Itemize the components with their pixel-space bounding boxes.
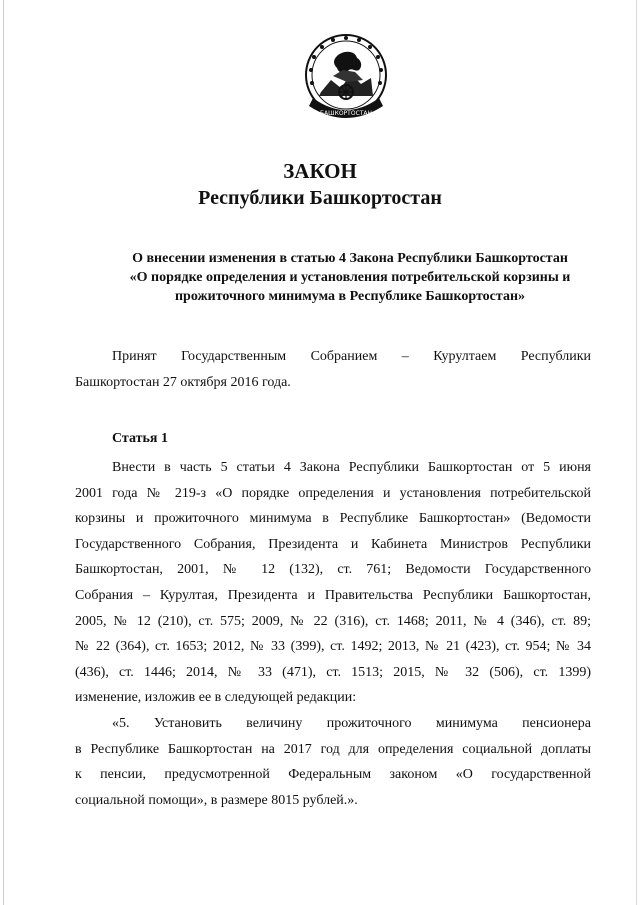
article-line: Внести в часть 5 статьи 4 Закона Республики Башкортостан от 5 июня <box>112 460 591 475</box>
article-line: 2005, № 12 (210), ст. 575; 2009, № 22 (316), ст. 1468; 2011, № 4 (346), ст. 89; <box>75 613 591 629</box>
article-line: Собрания – Курултая, Президента и Правительства Республики Башкортостан, <box>75 587 591 603</box>
scan-edge-left <box>3 0 4 905</box>
heading-line: прожиточного минимума в Республике Башкортостан» <box>174 289 526 304</box>
article-line: Государственного Собрания, Президента и Кабинета Министров Республики <box>75 536 591 552</box>
law-title: ЗАКОН <box>283 159 357 183</box>
article-title: Статья 1 <box>112 431 168 446</box>
quote-line: социальной помощи», в размере 8015 рублей.». <box>75 792 358 808</box>
article-line: 2001 года № 219-з «О порядке определения и установления потребительской <box>75 485 591 501</box>
adoption-line: Принят Государственным Собранием – Курултаем Республики <box>112 349 591 364</box>
quote-line: к пенсии, предусмотренной Федеральным законом «О государственной <box>75 767 591 783</box>
law-heading <box>60 249 640 306</box>
emblem-ribbon-text: БАШКОРТОСТАН <box>319 110 373 117</box>
adoption-line: Башкортостан 27 октября 2016 года. <box>75 374 291 390</box>
heading-line: «О порядке определения и установления потребительской корзины и <box>129 270 571 285</box>
article-quote <box>75 711 591 813</box>
article-line: (436), ст. 1446; 2014, № 33 (471), ст. 1513; 2015, № 32 (506), ст. 1399) <box>75 664 591 680</box>
adoption-paragraph <box>75 344 591 395</box>
quote-line: в Республике Башкортостан на 2017 год для определения социальной доплаты <box>75 741 591 757</box>
article-line: № 22 (364), ст. 1653; 2012, № 33 (399), ст. 1492; 2013, № 21 (423), ст. 954; № 34 <box>75 639 591 655</box>
heading-line: О внесении изменения в статью 4 Закона Республики Башкортостан <box>132 251 568 266</box>
bashkortostan-emblem-icon <box>303 30 389 130</box>
article-line: изменение, изложив ее в следующей редакции: <box>75 690 357 706</box>
quote-line: «5. Установить величину прожиточного минимума пенсионера <box>112 716 591 731</box>
law-subtitle: Республики Башкортостан <box>198 187 442 209</box>
article-line: корзины и прожиточного минимума в Республике Башкортостан» (Ведомости <box>75 511 591 527</box>
article-body <box>75 455 591 711</box>
article-line: Башкортостан, 2001, № 12 (132), ст. 761; Ведомости Государственного <box>75 562 591 578</box>
scan-edge-right <box>636 0 637 905</box>
